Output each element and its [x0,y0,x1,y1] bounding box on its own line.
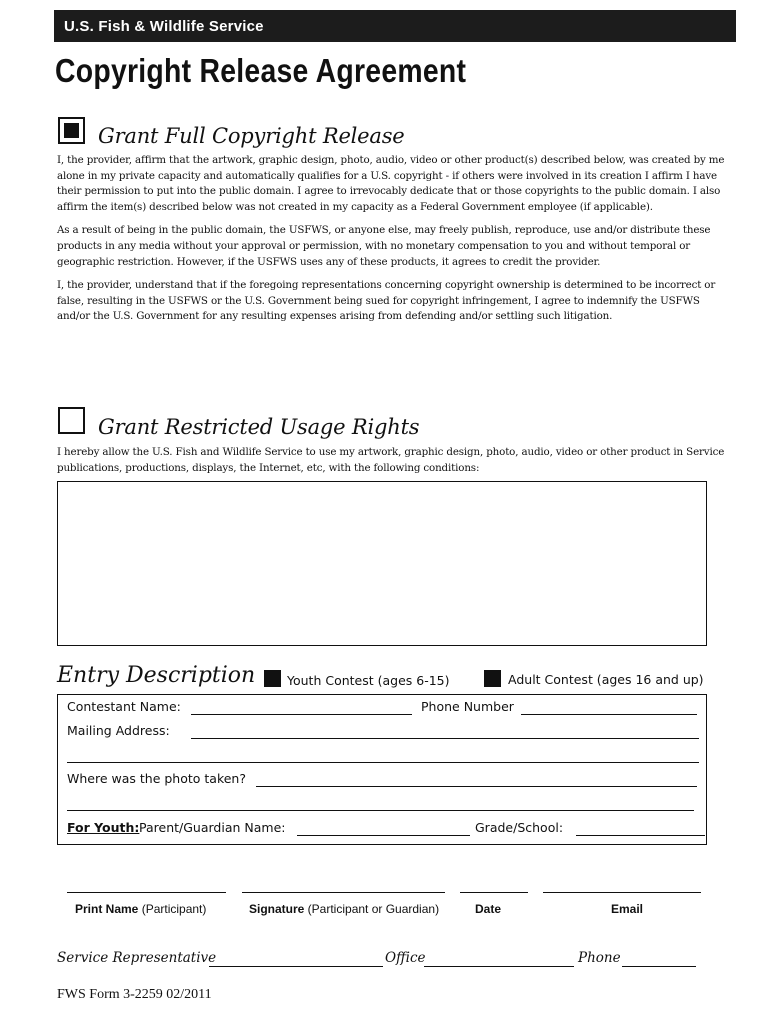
service-representative-field[interactable] [209,966,383,967]
email-line[interactable] [543,892,701,893]
entry-description-heading: Entry Description [57,663,256,688]
date-caption: Date [475,902,502,916]
adult-contest-checkbox[interactable] [484,670,501,687]
agency-header-bar [54,10,736,42]
full-release-text [57,153,733,325]
photo-location-field-line-2[interactable] [67,810,694,811]
contestant-name-label: Contestant Name: [67,699,181,714]
office-field[interactable] [424,966,574,967]
email-caption: Email [611,902,644,916]
signature-caption-bold: Signature [249,902,305,916]
full-release-paragraph-1: I, the provider, affirm that the artwork, graphic design, photo, audio, video or other product(s) described below, was created by me alone in my private capacity and automatically qualifies for a U.S. copyright - if others were involved in its creation I affirm I have their permission to put into the public domain. I agree to irrevocably dedicate that or those copyrights to the public domain. I also affirm the item(s) described below was not created in my capacity as a Federal Government employee (if applicable). [57,154,725,213]
form-number: FWS Form 3-2259 02/2011 [57,987,212,1002]
mailing-address-field[interactable] [191,738,699,739]
agency-name: U.S. Fish & Wildlife Service [64,18,264,35]
restricted-usage-checkbox[interactable] [58,407,85,434]
photo-location-field[interactable] [256,786,697,787]
restricted-usage-paragraph: I hereby allow the U.S. Fish and Wildlife Service to use my artwork, graphic design, photo, audio, video or other product in Service publications, productions, displays, the Internet, etc, with the following conditions: [57,446,725,474]
full-release-checkbox[interactable] [58,117,85,144]
date-line[interactable] [460,892,528,893]
grade-school-field[interactable] [576,835,705,836]
youth-contest-label: Youth Contest (ages 6-15) [287,673,450,688]
form-title: Copyright Release Agreement [55,52,467,89]
print-name-caption [75,902,206,916]
print-name-caption-bold: Print Name [75,902,139,916]
photo-location-label: Where was the photo taken? [67,771,246,786]
youth-contest-checkbox[interactable] [264,670,281,687]
restricted-usage-text [57,445,733,476]
mailing-address-field-line-2[interactable] [67,762,699,763]
rep-phone-label: Phone [578,950,621,966]
signature-caption [249,902,439,916]
print-name-caption-rest: (Participant) [138,902,207,916]
rep-phone-field[interactable] [622,966,696,967]
signature-caption-rest: (Participant or Guardian) [304,902,440,916]
guardian-name-label: Parent/Guardian Name: [139,820,286,835]
guardian-name-field[interactable] [297,835,470,836]
conditions-textarea[interactable] [57,481,707,646]
grade-school-label: Grade/School: [475,820,564,835]
full-release-heading: Grant Full Copyright Release [98,124,405,148]
service-representative-label: Service Representative [57,950,217,966]
for-youth-label: For Youth: [67,820,140,835]
phone-number-label: Phone Number [421,699,514,714]
signature-line[interactable] [242,892,445,893]
office-label: Office [385,950,426,966]
print-name-line[interactable] [67,892,226,893]
full-release-paragraph-3: I, the provider, understand that if the foregoing representations concerning copyright ownership is determined to be incorrect or false, resulting in the USFWS or the U.S. Government being sued for copyright infringement, I agree to indemnify the USFWS and/or the U.S. Government for any resulting expenses arising from defending and/or settling such litigation. [57,279,716,323]
mailing-address-label: Mailing Address: [67,723,170,738]
adult-contest-label: Adult Contest (ages 16 and up) [508,672,704,687]
restricted-usage-heading: Grant Restricted Usage Rights [98,415,420,439]
phone-number-field[interactable] [521,714,697,715]
full-release-paragraph-2: As a result of being in the public domain, the USFWS, or anyone else, may freely publish, reproduce, use and/or distribute these products in any media without your approval or permission, with no monetary compensation to you and without temporal or geographic restriction. However, if the USFWS uses any of these products, it agrees to credit the provider. [57,224,711,268]
contestant-name-field[interactable] [191,714,412,715]
